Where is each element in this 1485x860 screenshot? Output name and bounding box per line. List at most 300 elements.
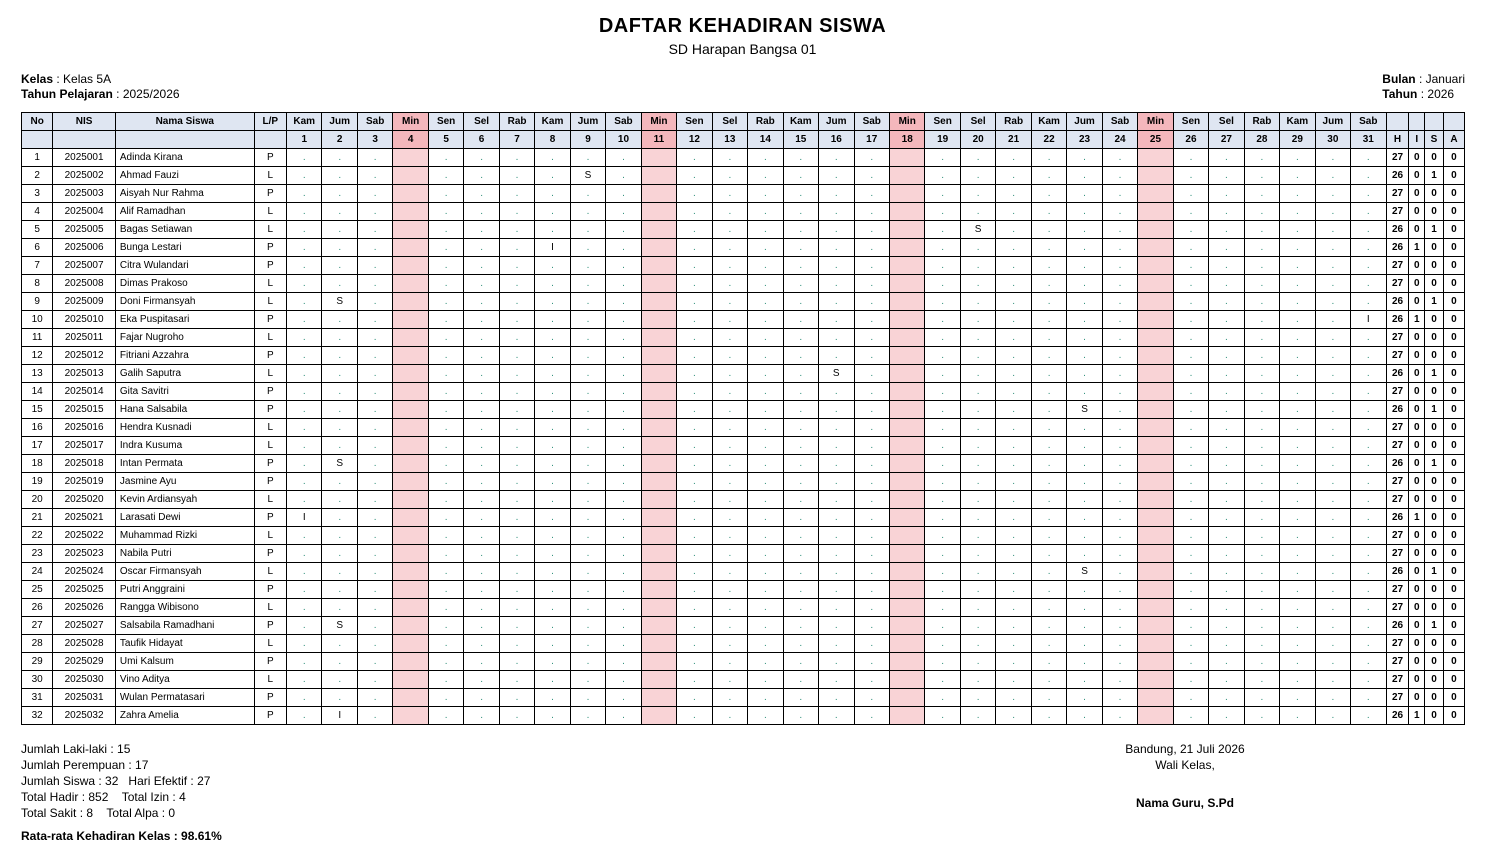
day-cell-present [1351, 329, 1386, 347]
present-dot: . [1118, 656, 1122, 667]
day-cell-present [1173, 383, 1208, 401]
present-dot: . [693, 260, 696, 271]
day-cell-present [535, 275, 570, 293]
present-dot: . [515, 548, 519, 559]
day-cell-sunday [641, 275, 676, 293]
weekday-header: Sel [464, 113, 499, 131]
day-cell-present [1280, 581, 1315, 599]
present-dot: . [1295, 242, 1299, 253]
present-dot: . [1260, 278, 1264, 289]
day-cell-present [535, 653, 570, 671]
day-cell-present [1173, 239, 1208, 257]
present-dot: . [515, 638, 519, 649]
present-dot: . [1047, 476, 1051, 487]
day-cell-present [1280, 203, 1315, 221]
present-dot: . [1083, 620, 1086, 631]
day-cell-present [748, 689, 783, 707]
day-cell-present [1173, 707, 1208, 725]
day-cell-present [1315, 329, 1350, 347]
present-dot: . [1189, 584, 1193, 595]
present-dot: . [444, 602, 448, 613]
present-dot: . [373, 260, 377, 271]
day-cell-present [712, 311, 747, 329]
weekday-header: Kam [287, 113, 322, 131]
present-dot: . [586, 188, 590, 199]
day-cell-present [1209, 257, 1244, 275]
present-dot: . [622, 602, 625, 613]
row-total-izin: 0 [1409, 383, 1425, 401]
present-dot: . [302, 206, 306, 217]
row-nis: 2025024 [53, 563, 116, 581]
present-dot: . [941, 710, 945, 721]
present-dot: . [834, 548, 838, 559]
day-cell-present [1244, 149, 1279, 167]
present-dot: . [799, 152, 803, 163]
day-cell-present [1102, 689, 1137, 707]
present-dot: . [1012, 350, 1015, 361]
day-cell-present [819, 383, 854, 401]
day-cell-present [287, 689, 322, 707]
day-cell-present [428, 671, 463, 689]
row-total-alpa: 0 [1443, 293, 1464, 311]
day-cell-present [535, 581, 570, 599]
day-cell-mark: S [322, 293, 357, 311]
day-cell-present [1351, 689, 1386, 707]
day-cell-present [287, 671, 322, 689]
present-dot: . [1366, 458, 1370, 469]
day-cell-present [1315, 617, 1350, 635]
present-dot: . [338, 512, 342, 523]
present-dot: . [1012, 152, 1015, 163]
present-dot: . [1366, 656, 1370, 667]
day-cell-present [1173, 401, 1208, 419]
row-total-alpa: 0 [1443, 383, 1464, 401]
table-row [22, 509, 1465, 527]
row-total-izin: 0 [1409, 275, 1425, 293]
table-row [22, 599, 1465, 617]
row-total-izin: 0 [1409, 599, 1425, 617]
present-dot: . [1012, 692, 1015, 703]
row-nis: 2025025 [53, 581, 116, 599]
day-cell-present [287, 203, 322, 221]
present-dot: . [515, 188, 519, 199]
day-cell-present [499, 509, 534, 527]
present-dot: . [1225, 368, 1228, 379]
day-cell-present [1102, 401, 1137, 419]
present-dot: . [693, 620, 696, 631]
day-cell-present [1315, 581, 1350, 599]
day-cell-present [677, 203, 712, 221]
present-dot: . [834, 206, 838, 217]
day-cell-present [606, 365, 641, 383]
day-cell-present [783, 257, 818, 275]
present-dot: . [338, 656, 342, 667]
day-cell-sunday [889, 653, 924, 671]
present-dot: . [622, 620, 625, 631]
table-row [22, 653, 1465, 671]
row-total-sakit: 0 [1425, 419, 1444, 437]
present-dot: . [1012, 242, 1015, 253]
present-dot: . [1366, 404, 1370, 415]
present-dot: . [870, 224, 874, 235]
day-cell-present [1031, 383, 1066, 401]
day-cell-present [996, 437, 1031, 455]
day-cell-present [499, 617, 534, 635]
present-dot: . [763, 638, 767, 649]
present-dot: . [799, 224, 803, 235]
present-dot: . [1260, 710, 1264, 721]
day-cell-present [819, 491, 854, 509]
day-cell-present [712, 239, 747, 257]
day-cell-sunday [889, 257, 924, 275]
day-cell-present [1315, 707, 1350, 725]
present-dot: . [1047, 638, 1051, 649]
day-cell-present [1351, 149, 1386, 167]
col-header-hadir: H [1386, 131, 1409, 149]
present-dot: . [941, 638, 945, 649]
weekday-header: Sab [357, 113, 392, 131]
present-dot: . [1118, 530, 1122, 541]
present-dot: . [1331, 224, 1335, 235]
day-cell-present [854, 293, 889, 311]
present-dot: . [1189, 656, 1193, 667]
row-total-hadir: 27 [1386, 383, 1409, 401]
present-dot: . [1012, 440, 1015, 451]
present-dot: . [834, 350, 838, 361]
day-cell-present [1209, 491, 1244, 509]
present-dot: . [1047, 350, 1051, 361]
row-total-hadir: 27 [1386, 347, 1409, 365]
day-cell-present [925, 689, 960, 707]
day-cell-present [783, 203, 818, 221]
present-dot: . [799, 242, 803, 253]
day-cell-present [499, 563, 534, 581]
present-dot: . [1225, 170, 1228, 181]
present-dot: . [1118, 260, 1122, 271]
day-cell-present [287, 581, 322, 599]
day-cell-present [1315, 275, 1350, 293]
day-cell-present [322, 347, 357, 365]
day-number-header: 1 [287, 131, 322, 149]
day-cell-present [748, 509, 783, 527]
present-dot: . [1295, 188, 1299, 199]
present-dot: . [1225, 710, 1228, 721]
day-cell-sunday [889, 383, 924, 401]
present-dot: . [302, 602, 306, 613]
present-dot: . [799, 170, 803, 181]
day-cell-present [287, 491, 322, 509]
present-dot: . [515, 242, 519, 253]
present-dot: . [1295, 314, 1299, 325]
day-number-header: 29 [1280, 131, 1315, 149]
present-dot: . [1012, 458, 1015, 469]
present-dot: . [1225, 674, 1228, 685]
row-nis: 2025030 [53, 671, 116, 689]
present-dot: . [622, 584, 625, 595]
row-total-alpa: 0 [1443, 221, 1464, 239]
row-total-izin: 0 [1409, 545, 1425, 563]
day-cell-mark: S [960, 221, 995, 239]
present-dot: . [870, 710, 874, 721]
present-dot: . [941, 188, 945, 199]
present-dot: . [1225, 584, 1228, 595]
present-dot: . [728, 458, 732, 469]
row-nis: 2025020 [53, 491, 116, 509]
present-dot: . [1189, 188, 1193, 199]
weekday-header: Min [641, 113, 676, 131]
day-cell-sunday [393, 365, 428, 383]
row-total-alpa: 0 [1443, 365, 1464, 383]
present-dot: . [480, 260, 483, 271]
present-dot: . [941, 314, 945, 325]
present-dot: . [1083, 692, 1086, 703]
row-gender: L [254, 563, 286, 581]
day-cell-present [783, 239, 818, 257]
present-dot: . [480, 512, 483, 523]
day-cell-present [783, 455, 818, 473]
present-dot: . [1118, 710, 1122, 721]
present-dot: . [976, 548, 980, 559]
day-cell-sunday [1138, 491, 1173, 509]
present-dot: . [1225, 386, 1228, 397]
present-dot: . [799, 548, 803, 559]
day-cell-present [1351, 635, 1386, 653]
day-cell-present [960, 257, 995, 275]
present-dot: . [976, 170, 980, 181]
present-dot: . [338, 188, 342, 199]
day-cell-present [1280, 347, 1315, 365]
day-cell-present [996, 653, 1031, 671]
present-dot: . [1118, 548, 1122, 559]
day-cell-present [1067, 329, 1102, 347]
present-dot: . [1189, 206, 1193, 217]
day-cell-sunday [1138, 275, 1173, 293]
row-no: 4 [22, 203, 53, 221]
day-cell-present [1067, 239, 1102, 257]
present-dot: . [515, 350, 519, 361]
day-cell-present [1102, 257, 1137, 275]
present-dot: . [763, 332, 767, 343]
day-cell-present [996, 527, 1031, 545]
present-dot: . [586, 674, 590, 685]
present-dot: . [515, 260, 519, 271]
day-cell-present [464, 167, 499, 185]
present-dot: . [976, 674, 980, 685]
day-cell-present [535, 455, 570, 473]
day-cell-sunday [889, 365, 924, 383]
present-dot: . [941, 494, 945, 505]
present-dot: . [976, 566, 980, 577]
present-dot: . [763, 530, 767, 541]
present-dot: . [799, 440, 803, 451]
day-cell-present [748, 221, 783, 239]
day-cell-present [1351, 653, 1386, 671]
day-cell-present [819, 671, 854, 689]
day-cell-present [570, 257, 605, 275]
present-dot: . [834, 278, 838, 289]
present-dot: . [799, 314, 803, 325]
day-cell-present [712, 617, 747, 635]
present-dot: . [1260, 512, 1264, 523]
day-cell-present [960, 599, 995, 617]
day-cell-present [783, 275, 818, 293]
present-dot: . [1047, 458, 1051, 469]
present-dot: . [480, 692, 483, 703]
day-number-header: 22 [1031, 131, 1066, 149]
day-cell-present [854, 617, 889, 635]
day-cell-present [428, 203, 463, 221]
day-cell-present [428, 329, 463, 347]
present-dot: . [728, 278, 732, 289]
day-cell-present [1173, 419, 1208, 437]
day-cell-present [357, 149, 392, 167]
present-dot: . [976, 350, 980, 361]
day-cell-present [677, 599, 712, 617]
present-dot: . [302, 422, 306, 433]
present-dot: . [799, 494, 803, 505]
present-dot: . [1083, 494, 1086, 505]
day-cell-present [748, 437, 783, 455]
present-dot: . [763, 440, 767, 451]
present-dot: . [302, 584, 306, 595]
row-no: 19 [22, 473, 53, 491]
row-gender: P [254, 311, 286, 329]
day-cell-present [996, 599, 1031, 617]
present-dot: . [480, 278, 483, 289]
present-dot: . [1260, 332, 1264, 343]
day-cell-sunday [1138, 707, 1173, 725]
row-name: Hendra Kusnadi [115, 419, 254, 437]
day-cell-present [783, 545, 818, 563]
day-cell-present [1102, 581, 1137, 599]
present-dot: . [763, 206, 767, 217]
table-row [22, 455, 1465, 473]
present-dot: . [1225, 314, 1228, 325]
day-number-header: 8 [535, 131, 570, 149]
row-gender: L [254, 275, 286, 293]
present-dot: . [834, 440, 838, 451]
day-cell-present [1102, 185, 1137, 203]
day-cell-present [1067, 383, 1102, 401]
day-cell-present [357, 455, 392, 473]
day-cell-present [287, 293, 322, 311]
present-dot: . [728, 206, 732, 217]
present-dot: . [870, 440, 874, 451]
day-cell-present [925, 401, 960, 419]
present-dot: . [976, 584, 980, 595]
present-dot: . [799, 620, 803, 631]
day-cell-present [854, 527, 889, 545]
day-cell-present [428, 347, 463, 365]
present-dot: . [1366, 152, 1370, 163]
present-dot: . [1366, 710, 1370, 721]
present-dot: . [1295, 494, 1299, 505]
day-cell-present [499, 347, 534, 365]
day-cell-present [1102, 491, 1137, 509]
present-dot: . [799, 422, 803, 433]
day-cell-sunday [1138, 437, 1173, 455]
present-dot: . [622, 512, 625, 523]
row-total-alpa: 0 [1443, 599, 1464, 617]
row-gender: P [254, 545, 286, 563]
weekday-header: Sab [1351, 113, 1386, 131]
row-total-hadir: 26 [1386, 707, 1409, 725]
day-cell-present [819, 635, 854, 653]
present-dot: . [763, 692, 767, 703]
day-cell-sunday [641, 473, 676, 491]
present-dot: . [622, 656, 625, 667]
row-name: Rangga Wibisono [115, 599, 254, 617]
present-dot: . [1225, 206, 1228, 217]
present-dot: . [622, 242, 625, 253]
present-dot: . [373, 494, 377, 505]
day-cell-present [1031, 275, 1066, 293]
day-cell-present [606, 545, 641, 563]
day-cell-present [1067, 257, 1102, 275]
day-cell-sunday [641, 545, 676, 563]
present-dot: . [1189, 170, 1193, 181]
table-row [22, 167, 1465, 185]
present-dot: . [870, 620, 874, 631]
day-cell-present [357, 617, 392, 635]
present-dot: . [551, 188, 554, 199]
present-dot: . [693, 170, 696, 181]
day-cell-present [287, 239, 322, 257]
col-header-blank [115, 131, 254, 149]
present-dot: . [444, 368, 448, 379]
present-dot: . [1260, 566, 1264, 577]
day-cell-present [570, 365, 605, 383]
day-cell-present [357, 599, 392, 617]
day-cell-present [357, 383, 392, 401]
row-total-alpa: 0 [1443, 617, 1464, 635]
present-dot: . [693, 656, 696, 667]
present-dot: . [586, 548, 590, 559]
day-cell-present [712, 545, 747, 563]
day-cell-present [535, 383, 570, 401]
row-total-izin: 0 [1409, 419, 1425, 437]
present-dot: . [373, 512, 377, 523]
row-total-hadir: 27 [1386, 491, 1409, 509]
present-dot: . [586, 530, 590, 541]
day-cell-present [1102, 347, 1137, 365]
day-cell-present [996, 491, 1031, 509]
present-dot: . [834, 260, 838, 271]
day-cell-present [606, 563, 641, 581]
present-dot: . [799, 458, 803, 469]
day-cell-sunday [393, 203, 428, 221]
present-dot: . [799, 404, 803, 415]
present-dot: . [373, 224, 377, 235]
day-cell-present [960, 545, 995, 563]
row-total-izin: 1 [1409, 311, 1425, 329]
day-cell-present [1351, 365, 1386, 383]
present-dot: . [338, 152, 342, 163]
day-cell-sunday [889, 527, 924, 545]
present-dot: . [799, 260, 803, 271]
present-dot: . [480, 458, 483, 469]
present-dot: . [1189, 332, 1193, 343]
present-dot: . [1118, 350, 1122, 361]
day-cell-present [1351, 275, 1386, 293]
present-dot: . [1189, 638, 1193, 649]
day-cell-present [677, 275, 712, 293]
day-cell-sunday [393, 635, 428, 653]
day-cell-sunday [1138, 203, 1173, 221]
day-cell-sunday [641, 167, 676, 185]
day-cell-present [606, 203, 641, 221]
row-no: 15 [22, 401, 53, 419]
